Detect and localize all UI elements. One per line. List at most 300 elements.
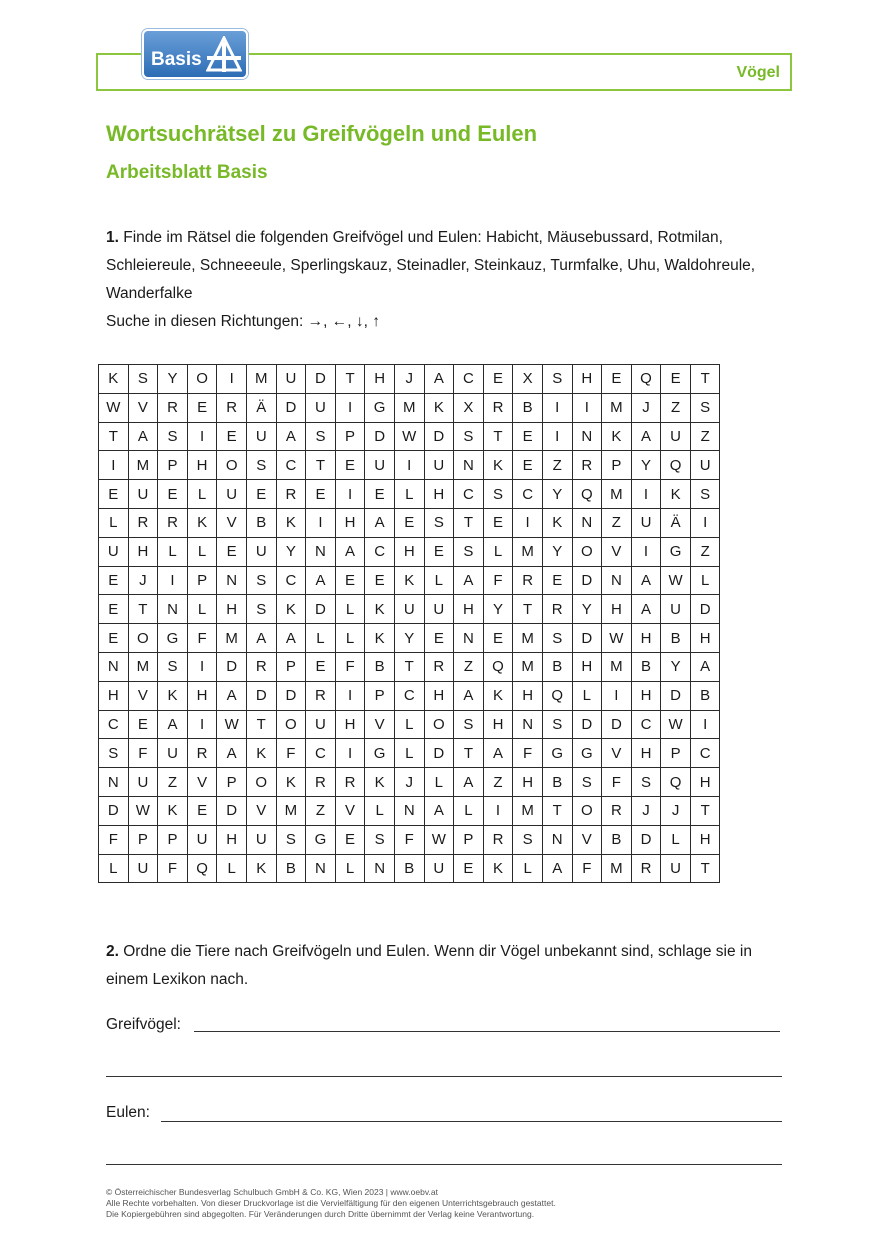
grid-cell[interactable]: D: [661, 681, 691, 710]
grid-cell[interactable]: H: [365, 365, 395, 394]
grid-cell[interactable]: N: [306, 854, 336, 883]
grid-cell[interactable]: V: [335, 796, 365, 825]
grid-cell[interactable]: I: [513, 508, 543, 537]
grid-cell[interactable]: G: [572, 739, 602, 768]
grid-cell[interactable]: W: [661, 566, 691, 595]
grid-cell[interactable]: D: [306, 595, 336, 624]
grid-cell[interactable]: I: [542, 393, 572, 422]
grid-cell[interactable]: D: [276, 681, 306, 710]
grid-cell[interactable]: P: [661, 739, 691, 768]
grid-cell[interactable]: H: [602, 595, 632, 624]
grid-cell[interactable]: K: [483, 451, 513, 480]
grid-cell[interactable]: S: [246, 451, 276, 480]
grid-cell[interactable]: K: [99, 365, 129, 394]
grid-cell[interactable]: D: [306, 365, 336, 394]
grid-cell[interactable]: E: [187, 393, 217, 422]
grid-cell[interactable]: H: [424, 480, 454, 509]
grid-cell[interactable]: H: [128, 537, 158, 566]
grid-cell[interactable]: R: [158, 393, 188, 422]
grid-cell[interactable]: D: [690, 595, 720, 624]
grid-cell[interactable]: T: [246, 710, 276, 739]
grid-cell[interactable]: A: [631, 566, 661, 595]
grid-cell[interactable]: U: [661, 854, 691, 883]
grid-cell[interactable]: V: [128, 393, 158, 422]
grid-cell[interactable]: K: [276, 768, 306, 797]
grid-cell[interactable]: Q: [542, 681, 572, 710]
grid-cell[interactable]: U: [128, 480, 158, 509]
grid-cell[interactable]: E: [306, 480, 336, 509]
grid-cell[interactable]: U: [365, 451, 395, 480]
grid-cell[interactable]: M: [246, 365, 276, 394]
grid-cell[interactable]: B: [690, 681, 720, 710]
grid-cell[interactable]: A: [217, 681, 247, 710]
grid-cell[interactable]: V: [246, 796, 276, 825]
grid-cell[interactable]: R: [217, 393, 247, 422]
grid-cell[interactable]: S: [128, 365, 158, 394]
grid-cell[interactable]: E: [454, 854, 484, 883]
grid-cell[interactable]: A: [276, 624, 306, 653]
grid-cell[interactable]: Y: [631, 451, 661, 480]
grid-cell[interactable]: S: [246, 566, 276, 595]
grid-cell[interactable]: Ä: [246, 393, 276, 422]
grid-cell[interactable]: A: [424, 796, 454, 825]
grid-cell[interactable]: C: [454, 365, 484, 394]
grid-cell[interactable]: S: [483, 480, 513, 509]
grid-cell[interactable]: U: [217, 480, 247, 509]
grid-cell[interactable]: S: [365, 825, 395, 854]
grid-cell[interactable]: P: [187, 566, 217, 595]
grid-cell[interactable]: Y: [572, 595, 602, 624]
grid-cell[interactable]: F: [99, 825, 129, 854]
grid-cell[interactable]: S: [306, 422, 336, 451]
grid-cell[interactable]: M: [128, 652, 158, 681]
grid-cell[interactable]: M: [602, 854, 632, 883]
grid-cell[interactable]: V: [602, 537, 632, 566]
grid-cell[interactable]: R: [306, 681, 336, 710]
grid-cell[interactable]: K: [661, 480, 691, 509]
grid-cell[interactable]: S: [158, 652, 188, 681]
grid-cell[interactable]: P: [158, 825, 188, 854]
grid-cell[interactable]: R: [187, 739, 217, 768]
grid-cell[interactable]: C: [394, 681, 424, 710]
grid-cell[interactable]: U: [187, 825, 217, 854]
grid-cell[interactable]: A: [631, 595, 661, 624]
grid-cell[interactable]: T: [454, 508, 484, 537]
grid-cell[interactable]: I: [631, 537, 661, 566]
grid-cell[interactable]: W: [661, 710, 691, 739]
grid-cell[interactable]: I: [335, 393, 365, 422]
grid-cell[interactable]: U: [128, 768, 158, 797]
grid-cell[interactable]: E: [483, 508, 513, 537]
grid-cell[interactable]: A: [483, 739, 513, 768]
grid-cell[interactable]: E: [99, 480, 129, 509]
grid-cell[interactable]: L: [424, 768, 454, 797]
grid-cell[interactable]: N: [542, 825, 572, 854]
grid-cell[interactable]: I: [483, 796, 513, 825]
grid-cell[interactable]: L: [394, 739, 424, 768]
grid-cell[interactable]: B: [365, 652, 395, 681]
grid-cell[interactable]: E: [99, 566, 129, 595]
grid-cell[interactable]: M: [513, 537, 543, 566]
grid-cell[interactable]: A: [276, 422, 306, 451]
grid-cell[interactable]: J: [394, 365, 424, 394]
grid-cell[interactable]: P: [335, 422, 365, 451]
grid-cell[interactable]: U: [276, 365, 306, 394]
raptors-answer-line-1[interactable]: [194, 1031, 780, 1032]
grid-cell[interactable]: I: [631, 480, 661, 509]
grid-cell[interactable]: G: [365, 739, 395, 768]
grid-cell[interactable]: K: [365, 624, 395, 653]
grid-cell[interactable]: B: [542, 652, 572, 681]
grid-cell[interactable]: O: [246, 768, 276, 797]
grid-cell[interactable]: E: [306, 652, 336, 681]
grid-cell[interactable]: V: [187, 768, 217, 797]
grid-cell[interactable]: H: [690, 768, 720, 797]
grid-cell[interactable]: G: [306, 825, 336, 854]
grid-cell[interactable]: R: [483, 393, 513, 422]
grid-cell[interactable]: E: [661, 365, 691, 394]
grid-cell[interactable]: L: [99, 508, 129, 537]
grid-cell[interactable]: I: [335, 480, 365, 509]
grid-cell[interactable]: Z: [306, 796, 336, 825]
grid-cell[interactable]: B: [602, 825, 632, 854]
grid-cell[interactable]: C: [276, 566, 306, 595]
grid-cell[interactable]: Y: [276, 537, 306, 566]
grid-cell[interactable]: K: [424, 393, 454, 422]
grid-cell[interactable]: I: [542, 422, 572, 451]
grid-cell[interactable]: E: [602, 365, 632, 394]
grid-cell[interactable]: A: [306, 566, 336, 595]
grid-cell[interactable]: S: [99, 739, 129, 768]
grid-cell[interactable]: M: [394, 393, 424, 422]
grid-cell[interactable]: V: [602, 739, 632, 768]
grid-cell[interactable]: E: [128, 710, 158, 739]
grid-cell[interactable]: H: [572, 365, 602, 394]
grid-cell[interactable]: R: [631, 854, 661, 883]
grid-cell[interactable]: Q: [572, 480, 602, 509]
grid-cell[interactable]: L: [306, 624, 336, 653]
grid-cell[interactable]: L: [187, 480, 217, 509]
grid-cell[interactable]: I: [306, 508, 336, 537]
grid-cell[interactable]: F: [513, 739, 543, 768]
grid-cell[interactable]: Ä: [661, 508, 691, 537]
grid-cell[interactable]: A: [454, 768, 484, 797]
grid-cell[interactable]: L: [217, 854, 247, 883]
grid-cell[interactable]: H: [572, 652, 602, 681]
grid-cell[interactable]: L: [394, 710, 424, 739]
grid-cell[interactable]: E: [335, 451, 365, 480]
grid-cell[interactable]: K: [187, 508, 217, 537]
grid-cell[interactable]: E: [394, 508, 424, 537]
grid-cell[interactable]: H: [631, 739, 661, 768]
grid-cell[interactable]: P: [128, 825, 158, 854]
grid-cell[interactable]: L: [187, 537, 217, 566]
grid-cell[interactable]: P: [217, 768, 247, 797]
grid-cell[interactable]: W: [394, 422, 424, 451]
grid-cell[interactable]: N: [454, 451, 484, 480]
grid-cell[interactable]: N: [158, 595, 188, 624]
grid-cell[interactable]: R: [335, 768, 365, 797]
grid-cell[interactable]: Q: [483, 652, 513, 681]
grid-cell[interactable]: U: [394, 595, 424, 624]
grid-cell[interactable]: I: [187, 652, 217, 681]
grid-cell[interactable]: A: [246, 624, 276, 653]
grid-cell[interactable]: Y: [394, 624, 424, 653]
grid-cell[interactable]: H: [424, 681, 454, 710]
grid-cell[interactable]: H: [454, 595, 484, 624]
grid-cell[interactable]: H: [187, 681, 217, 710]
grid-cell[interactable]: H: [631, 624, 661, 653]
grid-cell[interactable]: H: [335, 508, 365, 537]
grid-cell[interactable]: Q: [661, 451, 691, 480]
grid-cell[interactable]: I: [690, 508, 720, 537]
grid-cell[interactable]: Q: [631, 365, 661, 394]
grid-cell[interactable]: P: [365, 681, 395, 710]
grid-cell[interactable]: L: [394, 480, 424, 509]
grid-cell[interactable]: Q: [187, 854, 217, 883]
grid-cell[interactable]: T: [542, 796, 572, 825]
grid-cell[interactable]: F: [335, 652, 365, 681]
grid-cell[interactable]: U: [246, 825, 276, 854]
grid-cell[interactable]: O: [572, 537, 602, 566]
grid-cell[interactable]: I: [602, 681, 632, 710]
grid-cell[interactable]: B: [661, 624, 691, 653]
grid-cell[interactable]: C: [690, 739, 720, 768]
grid-cell[interactable]: S: [542, 710, 572, 739]
grid-cell[interactable]: H: [217, 825, 247, 854]
grid-cell[interactable]: S: [454, 422, 484, 451]
grid-cell[interactable]: K: [542, 508, 572, 537]
grid-cell[interactable]: V: [365, 710, 395, 739]
grid-cell[interactable]: U: [246, 537, 276, 566]
grid-cell[interactable]: H: [483, 710, 513, 739]
grid-cell[interactable]: N: [306, 537, 336, 566]
grid-cell[interactable]: R: [542, 595, 572, 624]
grid-cell[interactable]: Z: [690, 422, 720, 451]
grid-cell[interactable]: H: [631, 681, 661, 710]
grid-cell[interactable]: A: [158, 710, 188, 739]
grid-cell[interactable]: K: [602, 422, 632, 451]
grid-cell[interactable]: S: [158, 422, 188, 451]
grid-cell[interactable]: W: [99, 393, 129, 422]
grid-cell[interactable]: S: [276, 825, 306, 854]
grid-cell[interactable]: T: [690, 796, 720, 825]
grid-cell[interactable]: P: [276, 652, 306, 681]
grid-cell[interactable]: O: [217, 451, 247, 480]
grid-cell[interactable]: Y: [661, 652, 691, 681]
grid-cell[interactable]: S: [246, 595, 276, 624]
grid-cell[interactable]: F: [158, 854, 188, 883]
grid-cell[interactable]: R: [246, 652, 276, 681]
raptors-answer-line-2[interactable]: [106, 1076, 782, 1077]
grid-cell[interactable]: F: [128, 739, 158, 768]
grid-cell[interactable]: E: [158, 480, 188, 509]
grid-cell[interactable]: I: [187, 422, 217, 451]
grid-cell[interactable]: T: [128, 595, 158, 624]
grid-cell[interactable]: U: [158, 739, 188, 768]
grid-cell[interactable]: G: [661, 537, 691, 566]
grid-cell[interactable]: T: [99, 422, 129, 451]
grid-cell[interactable]: O: [424, 710, 454, 739]
grid-cell[interactable]: S: [542, 365, 572, 394]
grid-cell[interactable]: S: [631, 768, 661, 797]
grid-cell[interactable]: F: [483, 566, 513, 595]
grid-cell[interactable]: L: [483, 537, 513, 566]
grid-cell[interactable]: R: [276, 480, 306, 509]
grid-cell[interactable]: S: [690, 480, 720, 509]
grid-cell[interactable]: E: [424, 537, 454, 566]
grid-cell[interactable]: U: [631, 508, 661, 537]
grid-cell[interactable]: H: [513, 768, 543, 797]
grid-cell[interactable]: W: [424, 825, 454, 854]
grid-cell[interactable]: E: [217, 537, 247, 566]
grid-cell[interactable]: R: [306, 768, 336, 797]
grid-cell[interactable]: J: [661, 796, 691, 825]
grid-cell[interactable]: A: [335, 537, 365, 566]
grid-cell[interactable]: S: [572, 768, 602, 797]
grid-cell[interactable]: T: [690, 365, 720, 394]
grid-cell[interactable]: X: [454, 393, 484, 422]
grid-cell[interactable]: Y: [158, 365, 188, 394]
grid-cell[interactable]: T: [454, 739, 484, 768]
grid-cell[interactable]: Y: [542, 537, 572, 566]
grid-cell[interactable]: A: [128, 422, 158, 451]
grid-cell[interactable]: L: [572, 681, 602, 710]
grid-cell[interactable]: D: [602, 710, 632, 739]
grid-cell[interactable]: U: [99, 537, 129, 566]
grid-cell[interactable]: R: [128, 508, 158, 537]
grid-cell[interactable]: K: [483, 854, 513, 883]
grid-cell[interactable]: P: [158, 451, 188, 480]
grid-cell[interactable]: R: [158, 508, 188, 537]
grid-cell[interactable]: D: [365, 422, 395, 451]
grid-cell[interactable]: N: [99, 652, 129, 681]
grid-cell[interactable]: G: [542, 739, 572, 768]
grid-cell[interactable]: H: [187, 451, 217, 480]
grid-cell[interactable]: K: [365, 768, 395, 797]
grid-cell[interactable]: H: [513, 681, 543, 710]
grid-cell[interactable]: O: [572, 796, 602, 825]
grid-cell[interactable]: E: [246, 480, 276, 509]
grid-cell[interactable]: T: [513, 595, 543, 624]
grid-cell[interactable]: Z: [483, 768, 513, 797]
grid-cell[interactable]: T: [394, 652, 424, 681]
grid-cell[interactable]: F: [602, 768, 632, 797]
grid-cell[interactable]: D: [572, 710, 602, 739]
grid-cell[interactable]: S: [690, 393, 720, 422]
grid-cell[interactable]: M: [513, 796, 543, 825]
grid-cell[interactable]: E: [424, 624, 454, 653]
grid-cell[interactable]: H: [99, 681, 129, 710]
grid-cell[interactable]: S: [454, 537, 484, 566]
grid-cell[interactable]: A: [454, 566, 484, 595]
grid-cell[interactable]: R: [513, 566, 543, 595]
grid-cell[interactable]: W: [217, 710, 247, 739]
grid-cell[interactable]: F: [187, 624, 217, 653]
grid-cell[interactable]: D: [572, 566, 602, 595]
grid-cell[interactable]: B: [394, 854, 424, 883]
grid-cell[interactable]: A: [454, 681, 484, 710]
grid-cell[interactable]: E: [187, 796, 217, 825]
grid-cell[interactable]: L: [424, 566, 454, 595]
grid-cell[interactable]: C: [276, 451, 306, 480]
grid-cell[interactable]: Z: [454, 652, 484, 681]
grid-cell[interactable]: Z: [542, 451, 572, 480]
grid-cell[interactable]: A: [365, 508, 395, 537]
grid-cell[interactable]: C: [306, 739, 336, 768]
grid-cell[interactable]: D: [424, 422, 454, 451]
grid-cell[interactable]: T: [483, 422, 513, 451]
grid-cell[interactable]: U: [424, 595, 454, 624]
grid-cell[interactable]: U: [306, 710, 336, 739]
grid-cell[interactable]: L: [690, 566, 720, 595]
grid-cell[interactable]: M: [602, 393, 632, 422]
grid-cell[interactable]: E: [483, 365, 513, 394]
grid-cell[interactable]: Q: [661, 768, 691, 797]
grid-cell[interactable]: I: [217, 365, 247, 394]
grid-cell[interactable]: C: [454, 480, 484, 509]
grid-cell[interactable]: T: [690, 854, 720, 883]
grid-cell[interactable]: R: [424, 652, 454, 681]
grid-cell[interactable]: V: [217, 508, 247, 537]
grid-cell[interactable]: H: [690, 624, 720, 653]
grid-cell[interactable]: A: [424, 365, 454, 394]
grid-cell[interactable]: I: [158, 566, 188, 595]
grid-cell[interactable]: C: [365, 537, 395, 566]
grid-cell[interactable]: L: [454, 796, 484, 825]
grid-cell[interactable]: B: [276, 854, 306, 883]
grid-cell[interactable]: M: [128, 451, 158, 480]
grid-cell[interactable]: L: [335, 854, 365, 883]
grid-cell[interactable]: A: [631, 422, 661, 451]
grid-cell[interactable]: A: [542, 854, 572, 883]
grid-cell[interactable]: W: [602, 624, 632, 653]
grid-cell[interactable]: D: [217, 652, 247, 681]
grid-cell[interactable]: M: [513, 652, 543, 681]
grid-cell[interactable]: L: [335, 624, 365, 653]
grid-cell[interactable]: I: [335, 681, 365, 710]
grid-cell[interactable]: D: [246, 681, 276, 710]
grid-cell[interactable]: D: [631, 825, 661, 854]
grid-cell[interactable]: J: [631, 796, 661, 825]
grid-cell[interactable]: C: [99, 710, 129, 739]
grid-cell[interactable]: E: [99, 624, 129, 653]
grid-cell[interactable]: O: [128, 624, 158, 653]
grid-cell[interactable]: A: [217, 739, 247, 768]
grid-cell[interactable]: U: [424, 854, 454, 883]
grid-cell[interactable]: L: [513, 854, 543, 883]
grid-cell[interactable]: I: [394, 451, 424, 480]
grid-cell[interactable]: R: [572, 451, 602, 480]
grid-cell[interactable]: N: [394, 796, 424, 825]
grid-cell[interactable]: O: [276, 710, 306, 739]
grid-cell[interactable]: E: [513, 451, 543, 480]
grid-cell[interactable]: K: [276, 595, 306, 624]
grid-cell[interactable]: I: [690, 710, 720, 739]
grid-cell[interactable]: P: [602, 451, 632, 480]
grid-cell[interactable]: N: [513, 710, 543, 739]
grid-cell[interactable]: B: [246, 508, 276, 537]
grid-cell[interactable]: B: [631, 652, 661, 681]
grid-cell[interactable]: G: [365, 393, 395, 422]
grid-cell[interactable]: X: [513, 365, 543, 394]
grid-cell[interactable]: M: [602, 652, 632, 681]
grid-cell[interactable]: U: [661, 422, 691, 451]
grid-cell[interactable]: L: [661, 825, 691, 854]
grid-cell[interactable]: N: [602, 566, 632, 595]
grid-cell[interactable]: N: [99, 768, 129, 797]
grid-cell[interactable]: B: [542, 768, 572, 797]
